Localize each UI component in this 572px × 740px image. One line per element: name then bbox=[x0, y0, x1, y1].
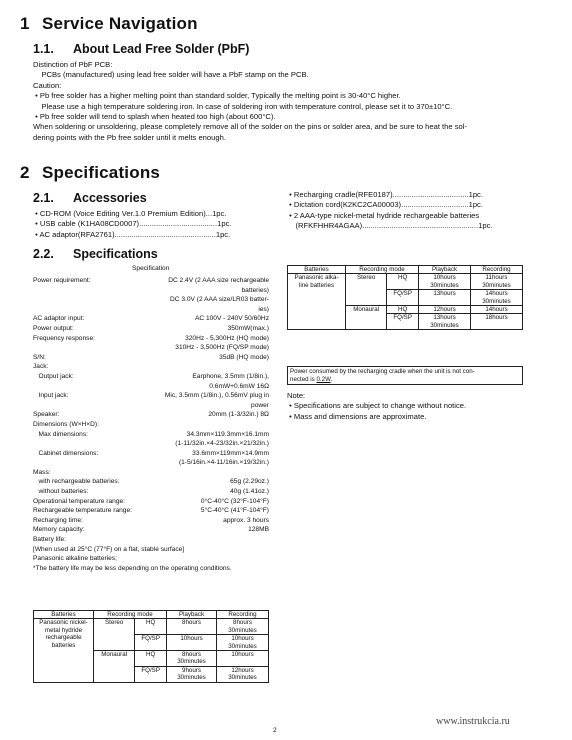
spec-label: Battery life: bbox=[33, 536, 66, 544]
mode-cell: Monaural bbox=[346, 306, 387, 314]
playback-cell: 8hours 30minutes bbox=[167, 651, 217, 667]
spec-row bbox=[33, 276, 269, 286]
accessories-list-right bbox=[287, 190, 493, 232]
spec-label: Mass: bbox=[33, 468, 51, 476]
notes-title: Note: bbox=[287, 391, 306, 400]
spec-row bbox=[33, 353, 269, 363]
table-header-row bbox=[34, 611, 269, 619]
spec-value: 40g (1.41oz.) bbox=[230, 488, 269, 496]
recording-cell: 11hours 30minutes bbox=[471, 274, 523, 290]
spec-value: (1-5/16in.×4-11/16in.×19/32in.) bbox=[178, 459, 269, 467]
spec-value: ies) bbox=[258, 305, 269, 313]
spec-value: 320Hz - 5,300Hz (HQ mode) bbox=[185, 334, 269, 342]
mode-cell bbox=[346, 290, 387, 306]
recording-cell: 10hours bbox=[217, 651, 269, 667]
spec-label: Operational temperature range: bbox=[33, 497, 126, 505]
spec-row bbox=[33, 564, 269, 574]
mode-cell bbox=[94, 666, 135, 682]
column-header: Recording bbox=[217, 611, 269, 619]
playback-cell: 13hours 30minutes bbox=[419, 314, 471, 330]
spec-caption: Specification bbox=[132, 265, 170, 272]
spec-value: 20mm (1-3/32in.) 8Ω bbox=[208, 411, 269, 419]
subsection-2-2-heading bbox=[33, 247, 158, 261]
spec-row bbox=[33, 314, 269, 324]
mode-cell: FQ/SP bbox=[387, 290, 419, 306]
spec-row bbox=[33, 477, 269, 487]
power-note-line bbox=[290, 376, 520, 384]
accessory-item: • CD-ROM (Voice Editing Ver.1.0 Premium Edition)...1pc. bbox=[33, 209, 227, 218]
spec-value: (1-11/32in.×4-23/32in.×21/32in.) bbox=[175, 440, 269, 448]
spec-row bbox=[33, 286, 269, 296]
page-number: 2 bbox=[273, 727, 277, 734]
spec-label: with rechargeable batteries: bbox=[33, 478, 120, 486]
recording-cell: 12hours 30minutes bbox=[217, 666, 269, 682]
spec-label: Power requirement: bbox=[33, 277, 91, 284]
spec-value: 310Hz - 3,500Hz (FQ/SP mode) bbox=[175, 344, 269, 352]
playback-cell: 12hours bbox=[419, 306, 471, 314]
spec-value: 0°C-40°C (32°F-104°F) bbox=[200, 497, 269, 505]
spec-value: AC 100V - 240V 50/60Hz bbox=[194, 315, 269, 323]
recording-cell: 14hours bbox=[471, 306, 523, 314]
column-header: Recording mode bbox=[94, 611, 167, 619]
mode-cell: HQ bbox=[135, 619, 167, 635]
spec-label: Panasonic alkaline batteries; bbox=[33, 555, 117, 563]
mode-cell: Stereo bbox=[346, 274, 387, 290]
spec-label: Speaker: bbox=[33, 411, 60, 419]
text-line: Please use a high temperature soldering iron. In case of soldering iron with temperature control, please set it to 370±10°C. bbox=[33, 101, 453, 111]
table-row bbox=[288, 274, 523, 290]
spec-row bbox=[33, 545, 269, 555]
spec-value: power bbox=[251, 401, 269, 409]
spec-value: 350mW(max.) bbox=[227, 324, 269, 332]
mode-cell: Monaural bbox=[94, 651, 135, 667]
spec-row bbox=[33, 458, 269, 468]
watermark: www.instrukcia.ru bbox=[436, 716, 510, 727]
spec-value: 35dB (HQ mode) bbox=[219, 353, 269, 361]
spec-value: 128MB bbox=[248, 526, 269, 534]
note-item: • Mass and dimensions are approximate. bbox=[287, 411, 427, 421]
spec-label: Frequency response: bbox=[33, 334, 95, 342]
section-2-heading bbox=[20, 163, 160, 183]
spec-row bbox=[33, 506, 269, 516]
spec-value: 5°C-40°C (41°F-104°F) bbox=[200, 507, 269, 515]
accessory-item: • 2 AAA-type nickel-metal hydride rechargeable batteries bbox=[287, 210, 480, 220]
recording-cell: 18hours bbox=[471, 314, 523, 330]
spec-label: [When used at 25°C (77°F) on a flat, stable surface] bbox=[33, 545, 185, 553]
battery-life-table-alkaline bbox=[287, 265, 523, 330]
power-note-text: . bbox=[330, 375, 333, 383]
spec-value: Earphone, 3.5mm (1/8in.), bbox=[192, 372, 269, 380]
battery-life-table-rechargeable bbox=[33, 610, 269, 683]
subsection-2-2-title: Specifications bbox=[73, 247, 158, 261]
subsection-2-1-title: Accessories bbox=[73, 191, 147, 205]
section-2-number: 2 bbox=[20, 163, 30, 182]
spec-label: AC adaptor input: bbox=[33, 315, 85, 323]
spec-row bbox=[33, 343, 269, 353]
text-line: PCBs (manufactured) using lead free solder will have a PbF stamp on the PCB. bbox=[33, 70, 309, 80]
spec-row bbox=[33, 401, 269, 411]
mode-cell bbox=[346, 314, 387, 330]
mode-cell: Stereo bbox=[94, 619, 135, 635]
spec-row bbox=[33, 362, 269, 372]
spec-label: without batteries: bbox=[33, 488, 89, 496]
spec-value: Mic, 3.5mm (1/8in.), 0.56mV plug in bbox=[164, 392, 269, 400]
mode-cell bbox=[94, 635, 135, 651]
spec-row bbox=[33, 324, 269, 334]
column-header: Batteries bbox=[288, 266, 346, 274]
spec-value: batteries) bbox=[241, 286, 269, 294]
playback-cell: 10hours bbox=[167, 635, 217, 651]
spec-value: approx. 3 hours bbox=[223, 516, 269, 524]
spec-label: Dimensions (W×H×D): bbox=[33, 420, 99, 428]
spec-value: DC 3.0V (2 AAA size/LR03 batter- bbox=[170, 296, 269, 304]
battery-cell: Panasonic nickel-metal hydride rechargeable batteries bbox=[34, 619, 94, 682]
column-header: Recording bbox=[471, 266, 523, 274]
section-2-title: Specifications bbox=[42, 163, 161, 182]
spec-label: Recharging time: bbox=[33, 516, 83, 524]
spec-label: Max dimensions: bbox=[33, 430, 88, 438]
spec-row bbox=[33, 420, 269, 430]
spec-row bbox=[33, 535, 269, 545]
text-line: • Pb free solder will tend to splash when heated too high (about 600°C). bbox=[33, 112, 276, 122]
spec-value: DC 2.4V (2 AAA size rechargeable bbox=[168, 277, 269, 284]
accessory-item: • Dictation cord(K2KC2CA00003)................................1pc. bbox=[287, 200, 483, 210]
spec-row bbox=[33, 525, 269, 535]
spec-value: 33.6mm×119mm×14.9mm bbox=[192, 449, 269, 457]
mode-cell: FQ/SP bbox=[135, 666, 167, 682]
table-header-row bbox=[288, 266, 523, 274]
spec-label: *The battery life may be less depending on the operating conditions. bbox=[33, 564, 232, 572]
column-header: Playback bbox=[419, 266, 471, 274]
subsection-1-1-title: About Lead Free Solder (PbF) bbox=[73, 42, 250, 56]
column-header: Batteries bbox=[34, 611, 94, 619]
accessory-item: • AC adaptor(RFA2761)................................................1pc. bbox=[33, 229, 231, 239]
subsection-1-1-number: 1.1. bbox=[33, 42, 54, 56]
spec-label: S/N: bbox=[33, 353, 46, 361]
subsection-1-1-heading bbox=[33, 42, 249, 56]
spec-list bbox=[33, 276, 269, 573]
note-item: • Specifications are subject to change without notice. bbox=[287, 401, 467, 411]
spec-label: Output jack: bbox=[33, 372, 74, 380]
text-line: • Pb free solder has a higher melting point than standard solder, Typically the melting point is 30-40°C higher. bbox=[33, 91, 401, 101]
table-row bbox=[34, 619, 269, 635]
spec-row bbox=[33, 487, 269, 497]
text-line: dering points with the Pb free solder until it melts enough. bbox=[33, 132, 226, 142]
spec-value: 34.3mm×119.3mm×16.1mm bbox=[186, 430, 269, 438]
spec-row bbox=[33, 334, 269, 344]
accessory-item: • Recharging cradle(RFE0187)....................................1pc. bbox=[287, 190, 483, 199]
battery-cell: Panasonic alka-line batteries bbox=[288, 274, 346, 330]
spec-row bbox=[33, 372, 269, 382]
spec-row bbox=[33, 554, 269, 564]
spec-label: Power output: bbox=[33, 324, 74, 332]
section-1-title: Service Navigation bbox=[42, 14, 198, 33]
notes bbox=[287, 391, 466, 422]
spec-value: 65g (2.29oz.) bbox=[230, 478, 269, 486]
recording-cell: 10hours 30minutes bbox=[217, 635, 269, 651]
spec-value: 0.6mW+0.6mW 16Ω bbox=[209, 382, 269, 390]
subsection-2-2-number: 2.2. bbox=[33, 247, 54, 261]
spec-row bbox=[33, 439, 269, 449]
mode-cell: HQ bbox=[135, 651, 167, 667]
power-note-value: 0.2W bbox=[316, 375, 331, 383]
power-note-text: nected is bbox=[290, 375, 317, 383]
spec-row bbox=[33, 468, 269, 478]
accessory-item: • USB cable (K1HA08CD0007).....................................1pc. bbox=[33, 219, 232, 229]
power-note-line: Power consumed by the recharging cradle when the unit is not con- bbox=[290, 368, 475, 375]
subsection-2-1-heading bbox=[33, 191, 147, 205]
section-1-number: 1 bbox=[20, 14, 30, 33]
lead-free-solder-text bbox=[33, 60, 467, 143]
power-consumption-note bbox=[287, 366, 523, 385]
spec-row bbox=[33, 295, 269, 305]
spec-row bbox=[33, 516, 269, 526]
text-line: Caution: bbox=[33, 80, 62, 90]
spec-row bbox=[33, 430, 269, 440]
mode-cell: HQ bbox=[387, 274, 419, 290]
spec-row bbox=[33, 305, 269, 315]
mode-cell: FQ/SP bbox=[387, 314, 419, 330]
spec-row bbox=[33, 391, 269, 401]
spec-row bbox=[33, 382, 269, 392]
playback-cell: 9hours 30minutes bbox=[167, 666, 217, 682]
spec-row bbox=[33, 497, 269, 507]
section-1-heading bbox=[20, 14, 198, 34]
column-header: Recording mode bbox=[346, 266, 419, 274]
text-line: When soldering or unsoldering, please completely remove all of the solder on the pins or solder area, and be sure to heat the sol- bbox=[33, 122, 467, 132]
subsection-2-1-number: 2.1. bbox=[33, 191, 54, 205]
column-header: Playback bbox=[167, 611, 217, 619]
mode-cell: HQ bbox=[387, 306, 419, 314]
spec-row bbox=[33, 410, 269, 420]
playback-cell: 8hours bbox=[167, 619, 217, 635]
recording-cell: 14hours 30minutes bbox=[471, 290, 523, 306]
spec-label: Cabinet dimensions: bbox=[33, 449, 99, 457]
mode-cell: FQ/SP bbox=[135, 635, 167, 651]
spec-label: Rechargeable temperature range: bbox=[33, 507, 132, 515]
recording-cell: 8hours 30minutes bbox=[217, 619, 269, 635]
spec-label: Jack: bbox=[33, 363, 49, 371]
accessory-item: (RFKFHHR4AGAA).......................................................1pc. bbox=[287, 221, 493, 231]
accessories-list-left bbox=[33, 209, 231, 240]
playback-cell: 10hours 30minutes bbox=[419, 274, 471, 290]
spec-row bbox=[33, 449, 269, 459]
playback-cell: 13hours bbox=[419, 290, 471, 306]
text-line: Distinction of PbF PCB: bbox=[33, 60, 113, 69]
spec-label: Memory capacity: bbox=[33, 526, 85, 534]
spec-label: Input jack: bbox=[33, 392, 69, 400]
